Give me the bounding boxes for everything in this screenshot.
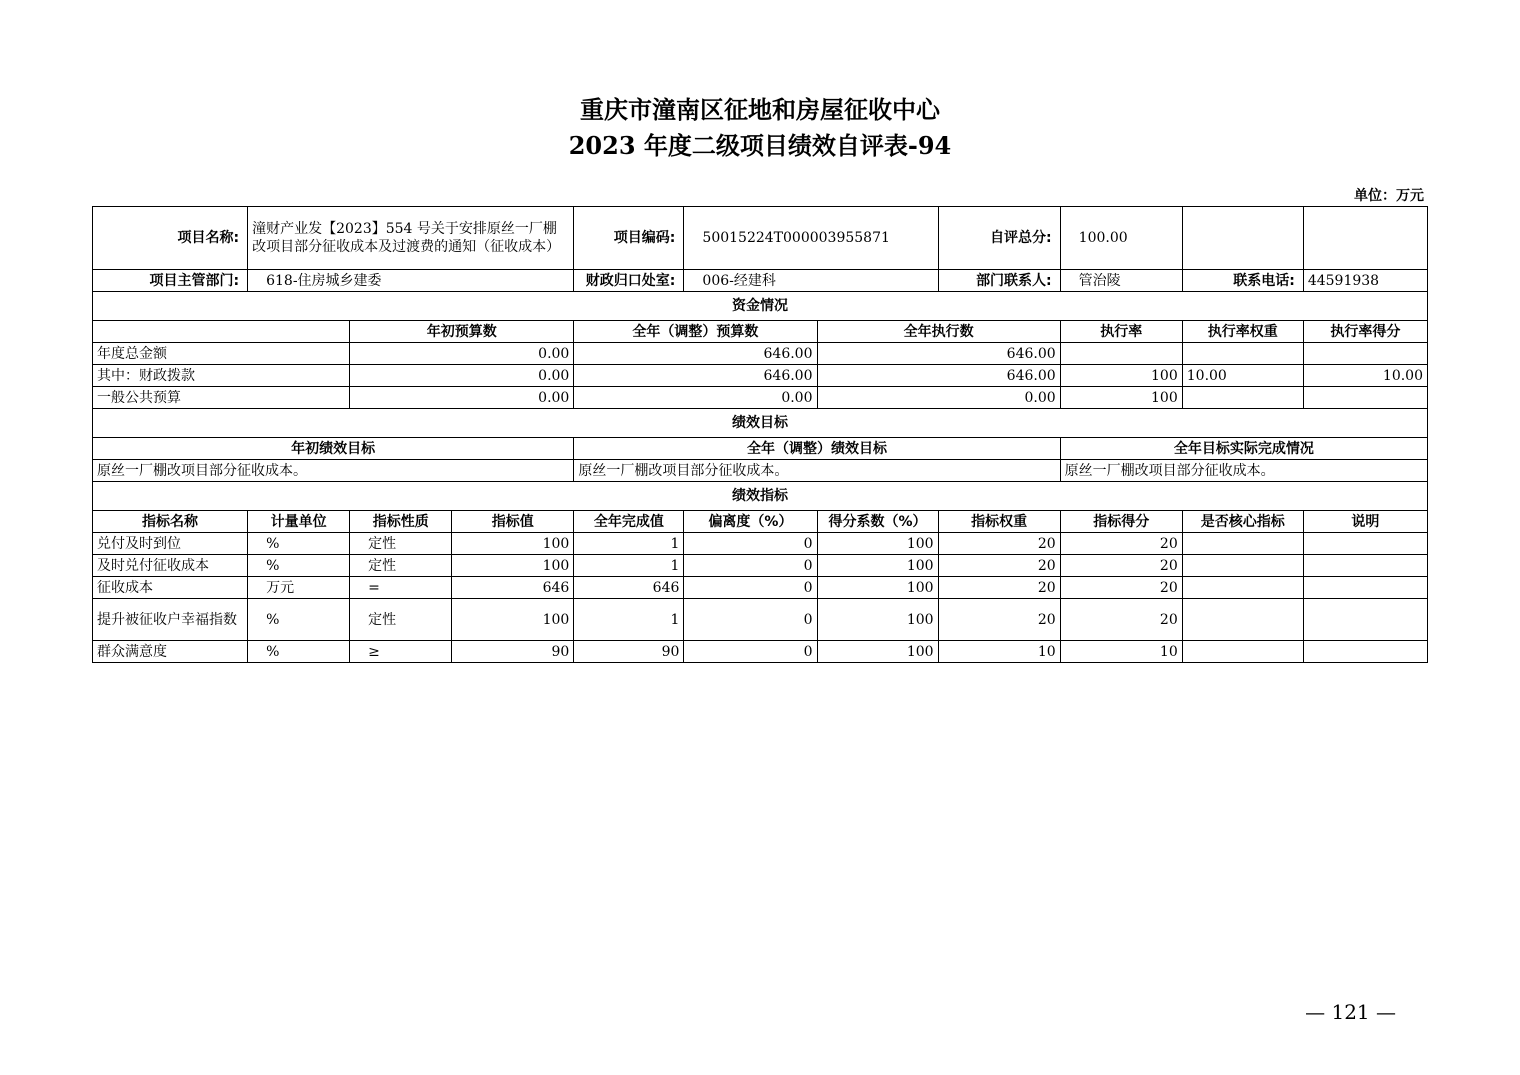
- ind-deviation: 0: [684, 641, 817, 663]
- ind-note: [1303, 641, 1427, 663]
- funds-row-name: 一般公共预算: [93, 387, 350, 409]
- goals-header-initial: 年初绩效目标: [93, 438, 574, 460]
- funds-row-initial: 0.00: [350, 387, 574, 409]
- ind-unit: 万元: [248, 577, 350, 599]
- ind-coef: 100: [817, 599, 938, 641]
- funds-row-name: 年度总金额: [93, 343, 350, 365]
- funds-header-score: 执行率得分: [1303, 321, 1427, 343]
- ind-score: 20: [1060, 555, 1182, 577]
- funds-row-executed: 646.00: [817, 343, 1060, 365]
- funds-row-adjusted: 646.00: [574, 343, 817, 365]
- ind-header-coef: 得分系数（%）: [817, 511, 938, 533]
- funds-row-weight: [1182, 387, 1303, 409]
- ind-coef: 100: [817, 555, 938, 577]
- goals-section-title: 绩效目标: [93, 409, 1428, 438]
- ind-core: [1182, 641, 1303, 663]
- ind-score: 20: [1060, 577, 1182, 599]
- funds-row-score: 10.00: [1303, 365, 1427, 387]
- funds-row-rate: 100: [1060, 365, 1182, 387]
- ind-note: [1303, 555, 1427, 577]
- indicator-row: [93, 641, 1428, 663]
- ind-note: [1303, 577, 1427, 599]
- ind-nature: 定性: [350, 599, 452, 641]
- ind-nature: =: [350, 577, 452, 599]
- project-name-value: 潼财产业发【2023】554 号关于安排原丝一厂棚改项目部分征收成本及过渡费的通知（征收成本）: [248, 207, 574, 270]
- ind-header-name: 指标名称: [93, 511, 248, 533]
- ind-coef: 100: [817, 533, 938, 555]
- goals-header-adjusted: 全年（调整）绩效目标: [574, 438, 1060, 460]
- funds-header-initial: 年初预算数: [350, 321, 574, 343]
- dept-label: 项目主管部门:: [93, 270, 248, 292]
- funds-header-weight: 执行率权重: [1182, 321, 1303, 343]
- indicators-section-row: [93, 482, 1428, 511]
- ind-unit: %: [248, 555, 350, 577]
- funds-section-title: 资金情况: [93, 292, 1428, 321]
- ind-header-note: 说明: [1303, 511, 1427, 533]
- contact-value: 管治陵: [1060, 270, 1182, 292]
- goals-value-actual: 原丝一厂棚改项目部分征收成本。: [1060, 460, 1427, 482]
- finance-value: 006-经建科: [684, 270, 938, 292]
- ind-weight: 10: [938, 641, 1060, 663]
- funds-row-executed: 0.00: [817, 387, 1060, 409]
- ind-name: 及时兑付征收成本: [93, 555, 248, 577]
- goals-header-row: [93, 438, 1428, 460]
- funds-row-score: [1303, 387, 1427, 409]
- unit-label: 单位：万元: [1354, 188, 1424, 204]
- goals-section-row: [93, 409, 1428, 438]
- ind-actual: 1: [574, 555, 684, 577]
- funds-row: [93, 365, 1428, 387]
- indicator-row: [93, 533, 1428, 555]
- dept-value: 618-住房城乡建委: [248, 270, 574, 292]
- ind-actual: 90: [574, 641, 684, 663]
- score-label: 自评总分:: [938, 207, 1060, 270]
- indicators-section-title: 绩效指标: [93, 482, 1428, 511]
- evaluation-table: [92, 206, 1428, 663]
- ind-deviation: 0: [684, 533, 817, 555]
- funds-row-adjusted: 646.00: [574, 365, 817, 387]
- funds-section-row: [93, 292, 1428, 321]
- ind-header-core: 是否核心指标: [1182, 511, 1303, 533]
- ind-core: [1182, 533, 1303, 555]
- funds-row-weight: 10.00: [1182, 365, 1303, 387]
- ind-header-nature: 指标性质: [350, 511, 452, 533]
- ind-score: 10: [1060, 641, 1182, 663]
- ind-header-deviation: 偏离度（%）: [684, 511, 817, 533]
- ind-actual: 1: [574, 599, 684, 641]
- funds-row-rate: 100: [1060, 387, 1182, 409]
- page-number: — 121 —: [1305, 1000, 1396, 1024]
- goals-value-row: [93, 460, 1428, 482]
- ind-header-score: 指标得分: [1060, 511, 1182, 533]
- funds-row-initial: 0.00: [350, 343, 574, 365]
- ind-actual: 646: [574, 577, 684, 599]
- funds-row: [93, 343, 1428, 365]
- funds-header-rate: 执行率: [1060, 321, 1182, 343]
- ind-name: 提升被征收户幸福指数: [93, 599, 248, 641]
- ind-nature: 定性: [350, 533, 452, 555]
- ind-core: [1182, 577, 1303, 599]
- funds-row-name: 其中：财政拨款: [93, 365, 350, 387]
- finance-label: 财政归口处室:: [574, 270, 684, 292]
- org-title: 重庆市潼南区征地和房屋征收中心: [580, 95, 940, 124]
- info-row-1: [93, 207, 1428, 270]
- indicator-row: [93, 555, 1428, 577]
- ind-target: 100: [452, 533, 574, 555]
- funds-row-initial: 0.00: [350, 365, 574, 387]
- ind-weight: 20: [938, 555, 1060, 577]
- ind-note: [1303, 599, 1427, 641]
- goals-value-initial: 原丝一厂棚改项目部分征收成本。: [93, 460, 574, 482]
- ind-coef: 100: [817, 641, 938, 663]
- ind-unit: %: [248, 533, 350, 555]
- funds-row-rate: [1060, 343, 1182, 365]
- ind-core: [1182, 599, 1303, 641]
- ind-weight: 20: [938, 577, 1060, 599]
- empty-cell: [93, 321, 350, 343]
- ind-nature: ≥: [350, 641, 452, 663]
- info-row-2: [93, 270, 1428, 292]
- ind-nature: 定性: [350, 555, 452, 577]
- ind-name: 群众满意度: [93, 641, 248, 663]
- funds-header-adjusted: 全年（调整）预算数: [574, 321, 817, 343]
- funds-row-executed: 646.00: [817, 365, 1060, 387]
- ind-unit: %: [248, 599, 350, 641]
- project-name-label: 项目名称:: [93, 207, 248, 270]
- ind-score: 20: [1060, 533, 1182, 555]
- ind-coef: 100: [817, 577, 938, 599]
- ind-core: [1182, 555, 1303, 577]
- ind-target: 100: [452, 555, 574, 577]
- indicators-header-row: [93, 511, 1428, 533]
- empty-cell: [1182, 207, 1303, 270]
- project-code-label: 项目编码:: [574, 207, 684, 270]
- goals-value-adjusted: 原丝一厂棚改项目部分征收成本。: [574, 460, 1060, 482]
- ind-header-actual: 全年完成值: [574, 511, 684, 533]
- funds-header-row: [93, 321, 1428, 343]
- ind-deviation: 0: [684, 599, 817, 641]
- ind-weight: 20: [938, 599, 1060, 641]
- goals-header-actual: 全年目标实际完成情况: [1060, 438, 1427, 460]
- score-value: 100.00: [1060, 207, 1182, 270]
- ind-note: [1303, 533, 1427, 555]
- ind-target: 646: [452, 577, 574, 599]
- ind-deviation: 0: [684, 577, 817, 599]
- ind-deviation: 0: [684, 555, 817, 577]
- ind-actual: 1: [574, 533, 684, 555]
- report-title: 2023 年度二级项目绩效自评表-94: [568, 131, 952, 160]
- phone-label: 联系电话:: [1182, 270, 1303, 292]
- funds-row-score: [1303, 343, 1427, 365]
- project-code-value: 50015224T000003955871: [684, 207, 938, 270]
- funds-row-weight: [1182, 343, 1303, 365]
- funds-header-executed: 全年执行数: [817, 321, 1060, 343]
- indicator-row: [93, 577, 1428, 599]
- ind-target: 90: [452, 641, 574, 663]
- ind-header-unit: 计量单位: [248, 511, 350, 533]
- funds-row-adjusted: 0.00: [574, 387, 817, 409]
- indicator-row: [93, 599, 1428, 641]
- funds-row: [93, 387, 1428, 409]
- phone-value: 44591938: [1303, 270, 1427, 292]
- ind-weight: 20: [938, 533, 1060, 555]
- contact-label: 部门联系人:: [938, 270, 1060, 292]
- ind-score: 20: [1060, 599, 1182, 641]
- ind-name: 征收成本: [93, 577, 248, 599]
- ind-header-target: 指标值: [452, 511, 574, 533]
- ind-unit: %: [248, 641, 350, 663]
- ind-header-weight: 指标权重: [938, 511, 1060, 533]
- empty-cell: [1303, 207, 1427, 270]
- ind-name: 兑付及时到位: [93, 533, 248, 555]
- ind-target: 100: [452, 599, 574, 641]
